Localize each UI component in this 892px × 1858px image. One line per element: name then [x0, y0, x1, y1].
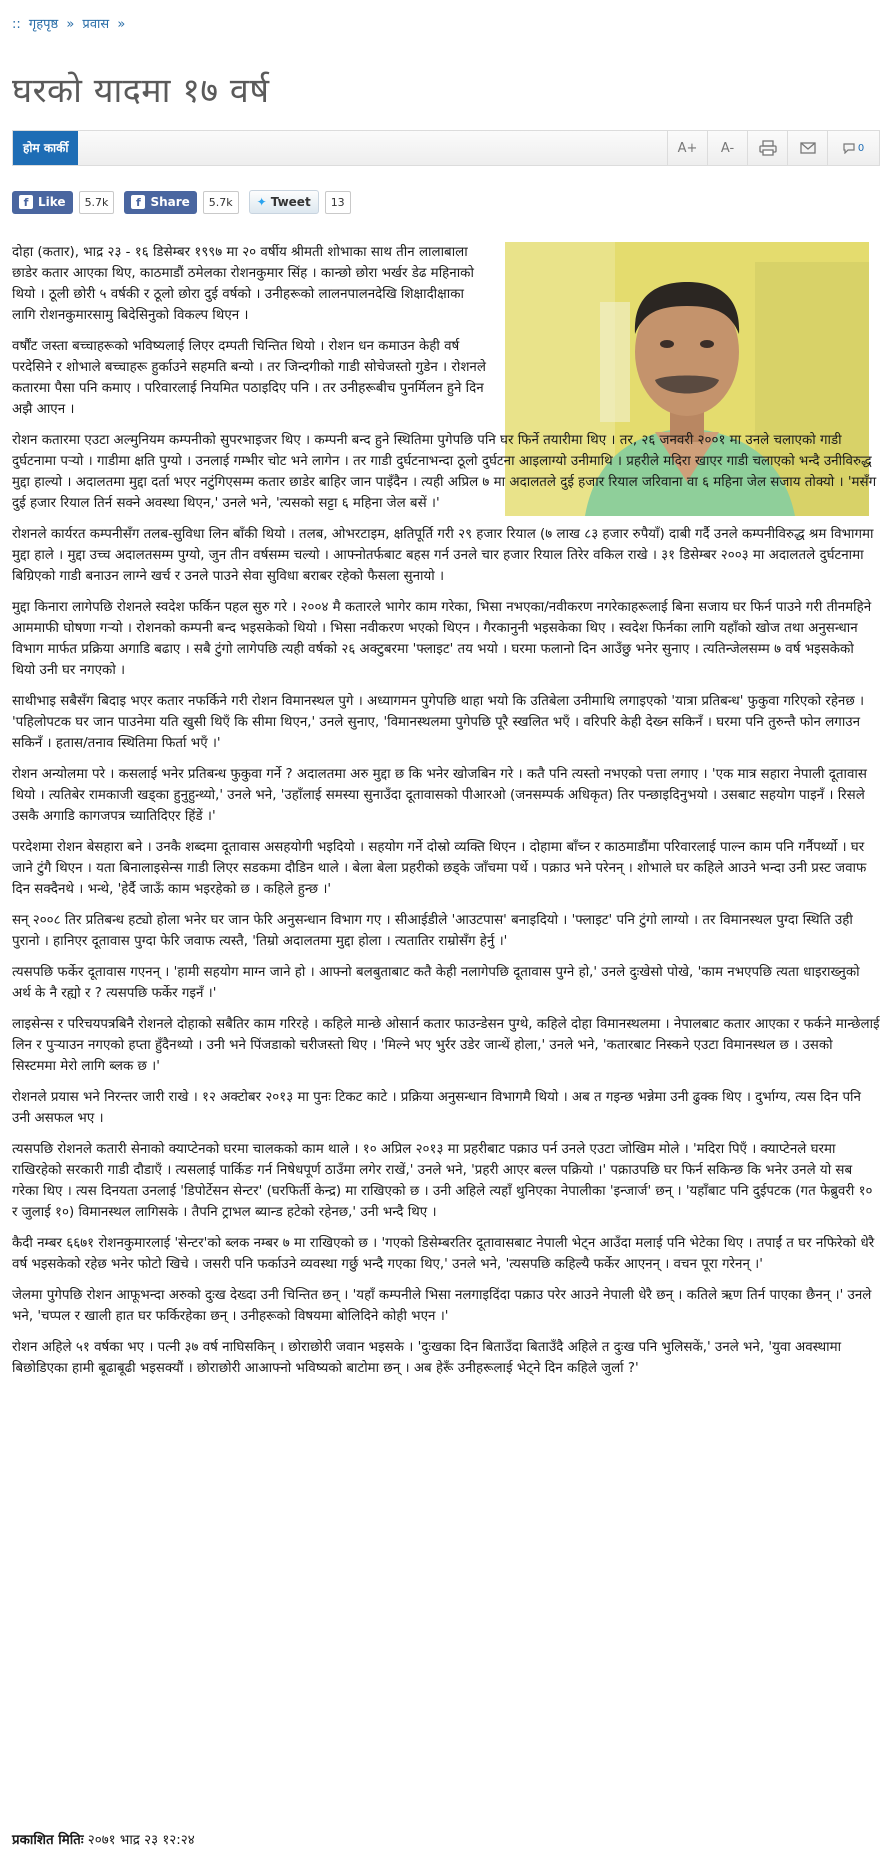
article-paragraph: लाइसेन्स र परिचयपत्रबिनै रोशनले दोहाको सबैतिर काम गरिरहे । कहिले मान्छे ओसार्न कतार फाउन्डेसन पुग्थे, कहिले दोहा विमानस्थलमा । नेपालबाट कतार आएका र फर्कने मान्छेलाई लिन र पुर्‍याउन नगएको हप्ता हुँदैनथ्यो । उनी भने पिंजडाको चरीजस्तो थिए । 'मिल्ने भए भुर्रर उडेर जान्थें होला,' उनले भने, 'कतारबाट निस्कने एउटा विमानस्थल छ । उसको सिस्टममा मेरो लागि ब्लक छ ।'	[12, 1017, 880, 1074]
print-button[interactable]	[747, 131, 787, 165]
article-paragraph: मुद्दा किनारा लागेपछि रोशनले स्वदेश फर्किन पहल सुरु गरे । २००४ मै कतारले भागेर काम गरेका, भिसा नभएका/नवीकरण नगरेकाहरूलाई बिना सजाय घर फिर्न पाउने गरी तीनमहिने आममाफी घोषणा गर्‍यो । रोशनको कम्पनी बन्द भइसकेको थियो । भिसा नवीकरण भएको थिएन । गैरकानुनी भइसकेका थिए । स्वदेश फिर्नका लागि यहाँको खोज तथा अनुसन्धान विभाग मार्फत प्रक्रिया अगाडि बढाए । सबै टुंगो लागेपछि त्यही वर्षको २६ अक्टुबरमा 'फ्लाइट' तय भयो । घरमा फलानो दिन आउँछु भनेर सुनाए । त्यतिन्जेलसम्म ७ वर्ष भइसकेको थियो उनी घर नगएको ।	[12, 600, 872, 678]
print-icon	[759, 140, 777, 156]
article-title: घरको यादमा १७ वर्ष	[12, 71, 270, 111]
article-paragraph: कैदी नम्बर ६६७१ रोशनकुमारलाई 'सेन्टर'को ब्लक नम्बर ७ मा राखिएको छ । 'गएको डिसेम्बरतिर दूतावासबाट नेपाली भेट्न आउँदा मलाई पनि भेटेका थिए । तपाईं त घर नफिरेको धेरै वर्ष भइसकेको रहेछ भनेर फोटो खिचे । जसरी पनि फर्काउने व्यवस्था गर्छु भन्दै गएका थिए,' उनले भने, 'त्यसपछि कहिल्यै फर्केर आएनन् । वचन पूरा गरेनन् ।'	[12, 1236, 875, 1272]
article-paragraph: रोशनले प्रयास भने निरन्तर जारी राखे । १२ अक्टोबर २०१३ मा पुनः टिकट काटे । प्रक्रिया अनुसन्धान विभागमै थियो । अब त गइन्छ भन्नेमा उनी ढुक्क थिए । दुर्भाग्य, त्यस दिन पनि उनी असफल भए ।	[12, 1090, 861, 1126]
facebook-share-count: 5.7k	[203, 191, 239, 214]
article-paragraph: वर्षौंट जस्ता बच्चाहरूको भविष्यलाई लिएर दम्पती चिन्तित थियो । रोशन धन कमाउन केही वर्ष परदेसिने र शोभाले बच्चाहरू हुर्काउने सहमति बन्यो । तर जिन्दगीको गाडी सोचेजस्तो गुडेन । रोशनले कतारमा पैसा पनि कमाए । परिवारलाई नियमित पठाइदिए पनि । तर उनीहरूबीच पुनर्मिलन हुने दिन अझै आएन ।	[12, 339, 486, 417]
facebook-icon: f	[19, 195, 33, 209]
article-paragraph: त्यसपछि रोशनले कतारी सेनाको क्याप्टेनको घरमा चालकको काम थाले । १० अप्रिल २०१३ मा प्रहरीबाट पक्राउ पर्न उनले एउटा जोखिम मोले । 'मदिरा पिएँ । क्याप्टेनले घरमा राखिरहेको सरकारी गाडी दौडाएँ । त्यसलाई पार्किङ गर्न निषेधपूर्ण ठाउँमा लगेर राखें,' उनले भने, 'प्रहरी आएर बल्ल पक्रियो ।' पक्राउपछि घर फिर्न सकिन्छ कि भनेर उनले यो सब गरेका थिए । त्यस दिनयता उनलाई 'डिपोर्टेसन सेन्टर' (घरफिर्ती केन्द्र) मा राखिएको छ । उनी अहिले त्यहाँ थुनिएका नेपालीका 'इन्जार्ज' छन् । 'यहाँबाट पनि दुईपटक (गत फेब्रुवरी १० र जुलाई १०) विमानस्थल लागिसके । तैपनि ट्राभल ब्यान्ड हटेको रहेनछ,' उनी भन्दै थिए ।	[12, 1142, 873, 1220]
article-paragraph: सन् २००८ तिर प्रतिबन्ध हट्यो होला भनेर घर जान फेरि अनुसन्धान विभाग गए । सीआईडीले 'आउटपास' बनाइदियो । 'फ्लाइट' पनि टुंगो लाग्यो । तर विमानस्थल पुग्दा स्थिति उही पुरानो । हानिएर दूतावास पुग्दा फेरि जवाफ त्यस्तै, 'तिम्रो अदालतमा मुद्दा होला । त्यतातिर राम्रोसँग हेर्नु ।'	[12, 913, 853, 949]
facebook-like-label: Like	[38, 195, 66, 209]
published-value: २०७१ भाद्र २३ १२:२४	[87, 1833, 195, 1848]
tweet-button[interactable]	[249, 190, 319, 214]
author-name[interactable]: होम कार्की	[13, 131, 78, 165]
breadcrumb	[12, 14, 129, 32]
comment-count: 0	[857, 142, 865, 154]
facebook-share-button[interactable]	[124, 191, 196, 214]
font-increase-label: A+	[677, 140, 698, 156]
comment-icon	[843, 143, 855, 154]
font-increase-button[interactable]	[667, 131, 707, 165]
article-paragraph: रोशन अहिले ५१ वर्षका भए । पत्नी ३७ वर्ष नाघिसकिन् । छोराछोरी जवान भइसके । 'दुःखका दिन बिताउँदा बिताउँदै अहिले त दुःख पनि भुलिसकें,' उनले भने, 'युवा अवस्थामा बिछोडिएका हामी बूढाबूढी भइसक्यौं । छोराछोरी आआफ्नो भविष्यको बाटोमा छन् । अब हेरूँ उनीहरूलाई भेट्ने दिन कहिले जुर्ला ?'	[12, 1340, 842, 1376]
comment-button[interactable]	[827, 131, 879, 165]
facebook-like-button[interactable]	[12, 191, 73, 214]
font-decrease-label: A-	[720, 140, 735, 156]
author-toolbar	[12, 130, 880, 166]
article-paragraph: रोशनले कार्यरत कम्पनीसँग तलब-सुविधा लिन बाँकी थियो । तलब, ओभरटाइम, क्षतिपूर्ति गरी २९ हजार रियाल (७ लाख ८३ हजार रुपैयाँ) दाबी गर्दै उनले कम्पनीविरुद्ध श्रम विभागमा मुद्दा हाले । मुद्दा उच्च अदालतसम्म पुग्यो, जुन तीन वर्षसम्म चल्यो । आफ्नोतर्फबाट बहस गर्न उनले चार हजार रियाल तिरेर वकिल राखे । ३१ डिसेम्बर २००३ मा अदालतले दुर्घटनामा बिग्रिएको गाडी बनाउन लाग्ने खर्च र उनले पाउने सेवा सुविधा बराबर रहेको फैसला सुनायो ।	[12, 527, 874, 584]
article-paragraph: रोशन अन्योलमा परे । कसलाई भनेर प्रतिबन्ध फुकुवा गर्ने ? अदालतमा अरु मुद्दा छ कि भनेर खोजबिन गरे । कतै पनि त्यस्तो नभएको पत्ता लगाए । 'एक मात्र सहारा नेपाली दूतावास थियो । त्यतिबेर रामकाजी खड्का हुनुहुन्थ्यो,' उनले भने, 'उहाँलाई समस्या सुनाउँदा दूतावासको पीआरओ (जनसम्पर्क अधिकृत) तिर पन्छाइदिनुभयो । उसबाट सहयोग पाइनँ । रिसले उसकै अगाडि कागजपत्र च्यातिदिएर हिंडें ।'	[12, 767, 867, 824]
tweet-count: 13	[325, 191, 351, 214]
article-tools	[667, 131, 879, 165]
published-date	[12, 1830, 195, 1848]
social-share-bar	[12, 190, 351, 214]
email-icon	[800, 142, 816, 154]
font-decrease-button[interactable]	[707, 131, 747, 165]
article-paragraph: रोशन कतारमा एउटा अल्मुनियम कम्पनीको सुपरभाइजर थिए । कम्पनी बन्द हुने स्थितिमा पुगेपछि पनि घर फिर्ने तयारीमा थिए । तर, २६ जनवरी २००१ मा उनले चलाएको गाडी दुर्घटनामा पर्‍यो । गाडीमा क्षति पुग्यो । उनलाई गम्भीर चोट भने लागेन । तर गाडी दुर्घटनाभन्दा ठूलो दुर्घटना आइलाग्यो उनीमाथि । प्रहरीले मदिरा खाएर गाडी चलाएको भन्दै उनीविरुद्ध मुद्दा हाल्यो । अदालतमा मुद्दा दर्ता भएर नटुंगिएसम्म कतार छाडेर बाहिर जान पाइँदैन । त्यही अप्रिल ७ मा अदालतले दुई हजार रियाल जरिवाना वा ६ महिना जेल सजाय तोक्यो । 'मसँग दुई हजार रियाल तिर्न सक्ने अवस्था थिएन,' उनले भने, 'त्यसको सट्टा ६ महिना जेल बसें ।'	[12, 433, 877, 511]
article-paragraph: परदेशमा रोशन बेसहारा बने । उनकै शब्दमा दूतावास असहयोगी भइदियो । सहयोग गर्ने दोस्रो व्यक्ति थिएन । दोहामा बाँच्न र काठमाडौंमा परिवारलाई पाल्न काम पनि गर्नैपर्थ्यो । घर जाने टुंगै थिएन । यता बिनालाइसेन्स गाडी लिएर सडकमा दौडिन थाले । बेला बेला प्रहरीको छड्के जाँचमा पर्थे । पक्राउ भने परेनन् । शोभाले घर कहिले आउने भन्दा उनी प्रस्ट जवाफ दिन सक्दैनथे । भन्थे, 'हेर्दै जाऊँ काम भइरहेको छ । कहिले हुन्छ ।'	[12, 840, 867, 897]
article-paragraph: जेलमा पुगेपछि रोशन आफूभन्दा अरुको दुःख देख्दा उनी चिन्तित छन् । 'यहाँ कम्पनीले भिसा नलगाइदिंदा पक्राउ परेर आउने नेपाली धेरै छन् । कतिले ऋण तिर्न पाएका छैनन् ।' उनले भने, 'चप्पल र खाली हात घर फर्किरहेका छन् । उनीहरूको विषयमा बोलिदिने कोही भएन ।'	[12, 1288, 872, 1324]
article-body	[12, 242, 880, 1389]
breadcrumb-section-link[interactable]: प्रवास	[82, 17, 110, 32]
breadcrumb-separator: »	[117, 17, 126, 32]
breadcrumb-home-link[interactable]: गृहपृष्ठ	[28, 17, 59, 32]
facebook-icon: f	[131, 195, 145, 209]
article-paragraph: साथीभाइ सबैसँग बिदाइ भएर कतार नफर्किने गरी रोशन विमानस्थल पुगे । अध्यागमन पुगेपछि थाहा भयो कि उतिबेला उनीमाथि लगाइएको 'यात्रा प्रतिबन्ध' फुकुवा गरिएको रहेनछ । 'पहिलोपटक घर जान पाउनेमा यति खुसी थिएँ कि सीमा थिएन,' उनले सुनाए, 'विमानस्थलमा पुगेपछि पूरै स्खलित भएँ । वरिपरि केही देख्न सकिनँ । घरमा पनि तुरुन्तै फोन लगाउन सकिनँ । हतास/तनाव स्थितिमा फिर्ता भएँ ।'	[12, 694, 865, 751]
article-paragraph: दोहा (कतार), भाद्र २३ - १६ डिसेम्बर १९९७ मा २० वर्षीय श्रीमती शोभाका साथ तीन लालाबाला छाडेर कतार आएका थिए, काठमाडौं ठमेलका रोशनकुमार सिंह । कान्छो छोरा भर्खर डेढ महिनाको थियो । ठूली छोरी ५ वर्षकी र ठूलो छोरा दुई वर्षको । उनीहरूको लालनपालनदेखि शिक्षादीक्षाका लागि रोशनकुमारसामु बिदेसिनुको विकल्प थिएन ।	[12, 245, 474, 323]
article-paragraph: त्यसपछि फर्केर दूतावास गएनन् । 'हामी सहयोग माग्न जाने हो । आफ्नो बलबुताबाट कतै केही नलागेपछि दूतावास पुग्ने हो,' उनले दुःखेसो पोखे, 'काम नभएपछि त्यता धाइराख्नुको अर्थ के नै रह्यो र ? त्यसपछि फर्केर गइनँ ।'	[12, 965, 860, 1001]
published-label: प्रकाशित मितिः	[12, 1833, 84, 1848]
tweet-label: Tweet	[270, 195, 311, 209]
email-button[interactable]	[787, 131, 827, 165]
facebook-like-count: 5.7k	[79, 191, 115, 214]
breadcrumb-prefix: ::	[12, 17, 21, 32]
facebook-share-label: Share	[150, 195, 190, 209]
twitter-bird-icon: ✦	[256, 195, 267, 209]
breadcrumb-separator: »	[66, 17, 75, 32]
